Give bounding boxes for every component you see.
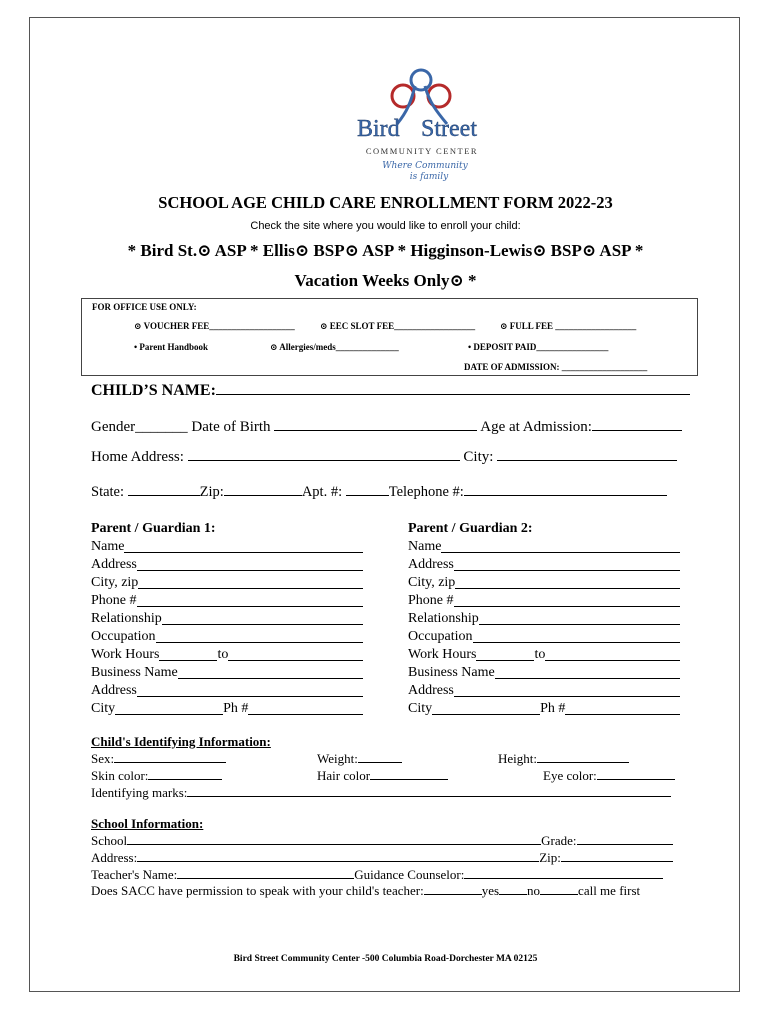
state-label: State: — [91, 484, 125, 500]
g1-name-row — [91, 539, 363, 557]
dob-label: Date of Birth — [191, 419, 271, 435]
teacher-field[interactable] — [177, 867, 354, 879]
g2-business-address-row — [408, 683, 680, 701]
g1-business-field[interactable] — [178, 665, 363, 679]
g1-work-hours-label: Work Hours — [91, 647, 160, 662]
instruction-text: Check the site where you would like to enroll your child: — [250, 220, 521, 232]
g2-relationship-label: Relationship — [408, 611, 479, 626]
eec-slot-fee[interactable]: ⊙ EEC SLOT FEE__________________ — [320, 321, 476, 331]
g2-work-hours-row — [408, 647, 680, 665]
school-zip-label: Zip: — [539, 850, 561, 865]
g2-relationship-field[interactable] — [479, 611, 680, 625]
deposit-paid[interactable]: • DEPOSIT PAID________________ — [468, 342, 609, 352]
g2-business-label: Business Name — [408, 665, 495, 680]
footer-address: Bird Street Community Center -500 Columbia Road-Dorchester MA 02125 — [233, 954, 538, 964]
school-heading: School Information: — [91, 816, 204, 831]
g1-cityzip-label: City, zip — [91, 575, 139, 590]
g1-relationship-label: Relationship — [91, 611, 162, 626]
guardian-2-heading: Parent / Guardian 2: — [408, 521, 533, 536]
form-page — [29, 17, 740, 992]
g1-work-hours-row — [91, 647, 363, 665]
guardian-1-fields — [91, 539, 363, 719]
g1-address-label: Address — [91, 557, 137, 572]
teacher-row — [91, 867, 663, 883]
g1-occupation-label: Occupation — [91, 629, 156, 644]
g1-business-address-label: Address — [91, 683, 137, 698]
hair-color-field[interactable] — [370, 768, 448, 780]
g2-name-label: Name — [408, 539, 442, 554]
permission-row — [91, 883, 640, 899]
height-field[interactable] — [537, 751, 629, 763]
telephone-field[interactable] — [464, 484, 667, 496]
g1-relationship-row — [91, 611, 363, 629]
g2-business-address-field[interactable] — [454, 683, 680, 697]
g2-name-field[interactable] — [441, 539, 680, 553]
age-label: Age at Admission: — [480, 419, 592, 435]
form-title: SCHOOL AGE CHILD CARE ENROLLMENT FORM 2022-23 — [158, 193, 613, 212]
g2-ph-field[interactable] — [565, 701, 680, 715]
identifying-heading: Child's Identifying Information: — [91, 734, 271, 749]
address-row — [91, 449, 677, 466]
zip-label: Zip: — [199, 484, 224, 500]
height-label: Height: — [498, 751, 537, 766]
skin-color-field[interactable] — [148, 768, 222, 780]
office-heading: FOR OFFICE USE ONLY: — [92, 302, 197, 312]
g2-city-label: City — [408, 701, 433, 716]
g2-to-label: to — [534, 647, 546, 662]
g2-business-address-label: Address — [408, 683, 454, 698]
g2-occupation-field[interactable] — [473, 629, 680, 643]
state-row — [91, 484, 667, 501]
date-of-admission[interactable]: DATE OF ADMISSION: ___________________ — [464, 362, 648, 372]
g2-phone-field[interactable] — [454, 593, 681, 607]
g1-city-label: City — [91, 701, 116, 716]
g2-cityzip-label: City, zip — [408, 575, 456, 590]
g1-ph-field[interactable] — [248, 701, 363, 715]
school-address-row — [91, 850, 673, 866]
g1-to-label: to — [217, 647, 229, 662]
permission-yes-field[interactable] — [424, 883, 482, 895]
g2-relationship-row — [408, 611, 680, 629]
permission-label: Does SACC have permission to speak with your child's teacher: — [91, 883, 424, 898]
g2-phone-label: Phone # — [408, 593, 454, 608]
g1-work-from-field[interactable] — [159, 647, 217, 661]
logo-subtitle: COMMUNITY CENTER — [365, 146, 479, 156]
zip-field[interactable] — [224, 484, 302, 496]
g2-work-hours-label: Work Hours — [408, 647, 477, 662]
g2-phone-row — [408, 593, 680, 611]
school-address-field[interactable] — [137, 850, 539, 862]
state-field[interactable] — [128, 484, 200, 496]
g1-ph-label: Ph # — [223, 701, 249, 716]
counselor-label: Guidance Counselor: — [354, 867, 465, 882]
child-name-field[interactable] — [216, 383, 690, 395]
g1-name-label: Name — [91, 539, 125, 554]
g1-phone-field[interactable] — [137, 593, 364, 607]
permission-call-field[interactable] — [540, 883, 578, 895]
school-field[interactable] — [127, 833, 541, 845]
office-use-box — [81, 298, 698, 376]
city-label: City: — [463, 449, 494, 465]
child-name-row — [91, 382, 690, 400]
gender-field[interactable]: Gender_______ — [91, 419, 188, 435]
weight-row — [317, 751, 402, 767]
sex-label: Sex: — [91, 751, 115, 766]
grade-label: Grade: — [541, 833, 577, 848]
logo-name-street: Street — [421, 116, 477, 142]
full-fee[interactable]: ⊙ FULL FEE __________________ — [500, 321, 637, 331]
parent-handbook[interactable]: • Parent Handbook — [134, 342, 208, 352]
g2-cityzip-row — [408, 575, 680, 593]
yes-label: yes — [481, 883, 500, 898]
logo-graphic — [355, 66, 490, 188]
age-field[interactable] — [592, 419, 682, 431]
g1-address-field[interactable] — [137, 557, 363, 571]
no-label: no — [527, 883, 541, 898]
g1-occupation-row — [91, 629, 363, 647]
sex-field[interactable] — [114, 751, 226, 763]
weight-field[interactable] — [358, 751, 402, 763]
voucher-fee[interactable]: ⊙ VOUCHER FEE___________________ — [134, 321, 295, 331]
g2-address-label: Address — [408, 557, 454, 572]
g1-business-address-field[interactable] — [137, 683, 363, 697]
logo-name-bird: Bird — [357, 116, 400, 142]
telephone-label: Telephone #: — [388, 484, 464, 500]
city-field[interactable] — [497, 449, 677, 461]
school-zip-field[interactable] — [561, 850, 673, 862]
school-row — [91, 833, 673, 849]
marks-field[interactable] — [187, 785, 671, 797]
g2-business-row — [408, 665, 680, 683]
counselor-field[interactable] — [464, 867, 663, 879]
g2-business-field[interactable] — [495, 665, 680, 679]
g2-address-field[interactable] — [454, 557, 680, 571]
g1-relationship-field[interactable] — [162, 611, 363, 625]
logo-tagline-1: Where Community — [382, 161, 468, 171]
allergies-meds[interactable]: ⊙ Allergies/meds______________ — [270, 342, 399, 352]
g1-cityzip-row — [91, 575, 363, 593]
g2-work-from-field[interactable] — [476, 647, 534, 661]
weight-label: Weight: — [317, 751, 358, 766]
g2-city-field[interactable] — [432, 701, 540, 715]
g2-cityzip-field[interactable] — [455, 575, 680, 589]
apt-field[interactable] — [346, 484, 389, 496]
grade-field[interactable] — [577, 833, 673, 845]
g2-city-ph-row — [408, 701, 680, 719]
height-row — [498, 751, 629, 767]
marks-row — [91, 785, 671, 801]
home-address-field[interactable] — [188, 449, 460, 461]
g1-city-field[interactable] — [115, 701, 223, 715]
g2-work-to-field[interactable] — [545, 647, 680, 661]
teacher-label: Teacher's Name: — [91, 867, 178, 882]
g2-occupation-row — [408, 629, 680, 647]
g1-work-to-field[interactable] — [228, 647, 363, 661]
eye-color-label: Eye color: — [543, 768, 597, 783]
g1-occupation-field[interactable] — [156, 629, 363, 643]
marks-label: Identifying marks: — [91, 785, 188, 800]
g1-phone-row — [91, 593, 363, 611]
guardian-2-fields — [408, 539, 680, 719]
g2-name-row — [408, 539, 680, 557]
hair-color-row — [317, 768, 448, 784]
g2-address-row — [408, 557, 680, 575]
g2-ph-label: Ph # — [540, 701, 566, 716]
school-label: School — [91, 833, 128, 848]
site-options-line-2[interactable]: Vacation Weeks Only⊙ * — [294, 271, 477, 290]
apt-label: Apt. #: — [301, 484, 343, 500]
g1-name-field[interactable] — [124, 539, 363, 553]
skin-color-row — [91, 768, 222, 784]
school-address-label: Address: — [91, 850, 138, 865]
dob-field[interactable] — [274, 419, 477, 431]
g1-phone-label: Phone # — [91, 593, 137, 608]
logo-tagline-2: is family — [409, 172, 449, 182]
gender-dob-row — [91, 419, 682, 436]
permission-no-field[interactable] — [499, 883, 527, 895]
skin-color-label: Skin color: — [91, 768, 149, 783]
home-address-label: Home Address: — [91, 449, 184, 465]
bird-street-logo — [355, 66, 490, 188]
g1-business-label: Business Name — [91, 665, 178, 680]
call-first-label: call me first — [578, 883, 641, 898]
child-name-label: CHILD’S NAME: — [91, 382, 216, 399]
hair-color-label: Hair color — [317, 768, 371, 783]
g1-business-address-row — [91, 683, 363, 701]
g2-occupation-label: Occupation — [408, 629, 473, 644]
sex-row — [91, 751, 226, 767]
g1-business-row — [91, 665, 363, 683]
g1-city-ph-row — [91, 701, 363, 719]
eye-color-row — [543, 768, 675, 784]
g1-address-row — [91, 557, 363, 575]
eye-color-field[interactable] — [597, 768, 675, 780]
site-options-line-1[interactable]: * Bird St.⊙ ASP * Ellis⊙ BSP⊙ ASP * Higginson-Lewis⊙ BSP⊙ ASP * — [127, 241, 644, 260]
guardian-1-heading: Parent / Guardian 1: — [91, 521, 216, 536]
g1-cityzip-field[interactable] — [138, 575, 363, 589]
